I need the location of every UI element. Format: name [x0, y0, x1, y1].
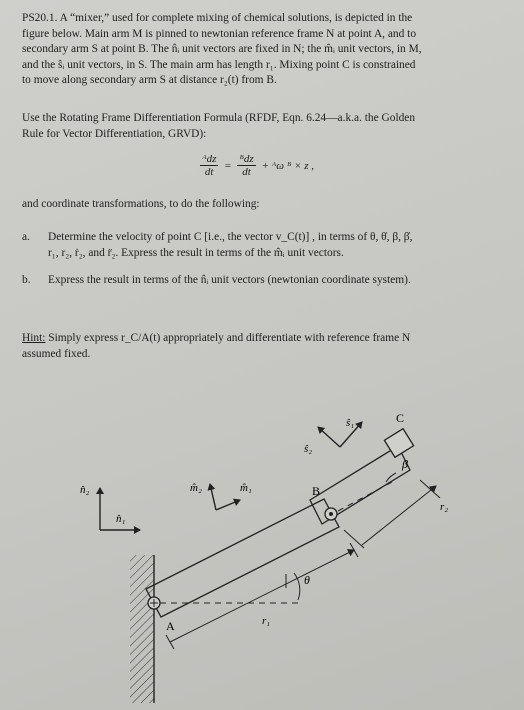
mixer-figure: [0, 360, 524, 710]
pin-b: [325, 508, 337, 520]
question-b-line-1: Express the result in terms of the n̂ᵢ unit vectors (newtonian coordinate system).: [48, 274, 411, 286]
m1-arrow: [216, 500, 240, 510]
problem-line-2: figure below. Main arm M is pinned to newtonian reference frame N at point A, and to: [22, 27, 417, 40]
formula-rhs-denominator: dt: [242, 166, 251, 178]
point-b-label: B: [312, 484, 321, 498]
question-a-line-1: Determine the velocity of point C [i.e., the vector v_C(t)] , in terms of θ, θ̇, β, β̇,: [48, 231, 413, 243]
problem-line-4: and the ŝᵢ unit vectors, in S. The main arm has length r₁. Mixing point C is constrained: [22, 58, 416, 71]
pin-a: [148, 597, 160, 609]
s1-label: ŝ₁: [346, 417, 355, 429]
instructions: [22, 111, 502, 142]
n2-label: n̂₂: [80, 484, 90, 496]
question-a-line-2: r₁, r₂, ṙ₂, and r̈₂. Express the result in terms of the m̂ᵢ unit vectors.: [48, 246, 344, 259]
point-c-label: C: [396, 411, 405, 425]
point-a-label: A: [166, 619, 175, 633]
main-arm: [146, 499, 339, 617]
theta-label: θ: [304, 573, 310, 587]
instructions-line-2: Rule for Vector Differentiation, GRVD):: [22, 127, 207, 140]
ground-wall: [130, 555, 154, 703]
formula-lhs-numerator: ᴬdz: [202, 153, 217, 165]
formula-lhs: [200, 153, 218, 178]
problem-line-5: to move along secondary arm S at distance r₂(t) from B.: [22, 74, 277, 86]
instructions-line-1: Use the Rotating Frame Differentiation Formula (RFDF, Eqn. 6.24—a.k.a. the Golden: [22, 112, 416, 124]
m2-arrow: [210, 484, 216, 510]
question-a-label: a.: [22, 231, 30, 243]
m2-label: m̂₂: [190, 482, 202, 494]
s2-label: ŝ₂: [304, 443, 313, 455]
problem-line-3: secondary arm S at point B. The n̂ᵢ unit vectors are fixed in N; the m̂ᵢ unit vectors, in M,: [22, 43, 422, 55]
r1-label: r₁: [262, 615, 271, 627]
r2-dimension: [344, 480, 448, 548]
n1-label: n̂₁: [116, 513, 126, 525]
s-frame-vectors: [304, 417, 362, 455]
formula-lhs-denominator: dt: [204, 166, 214, 178]
problem-line-1: PS20.1. A “mixer,” used for complete mixing of chemical solutions, is depicted in the: [22, 12, 413, 24]
formula-equals: =: [224, 159, 232, 172]
hint-line-1: Simply express r_C/A(t) appropriately and differentiate with reference frame N: [45, 332, 411, 344]
hint-label: Hint:: [22, 332, 46, 344]
instructions-line-3: and coordinate transformations, to do the following:: [22, 198, 260, 210]
beta-label: β: [402, 457, 408, 471]
problem-statement: [22, 11, 502, 89]
formula-rhs-numerator: ᴮdz: [239, 153, 254, 165]
rfdf-formula: [200, 153, 317, 178]
n-frame-vectors: [80, 484, 140, 530]
beta-arc: [386, 473, 396, 482]
m-frame-vectors: [190, 482, 252, 510]
s2-arrow: [318, 427, 340, 447]
r2-label: r₂: [440, 501, 449, 513]
m1-label: m̂₁: [240, 482, 252, 494]
formula-rhs: [237, 153, 255, 178]
question-b-label: b.: [22, 274, 31, 286]
r1-dimension: [166, 543, 358, 649]
hint: [22, 331, 502, 362]
mixing-point-block: [384, 429, 413, 458]
formula-tail: + ᴬω ᴮ × z ,: [261, 159, 315, 172]
secondary-arm: [310, 429, 414, 524]
hint-line-2: assumed fixed.: [22, 347, 91, 360]
